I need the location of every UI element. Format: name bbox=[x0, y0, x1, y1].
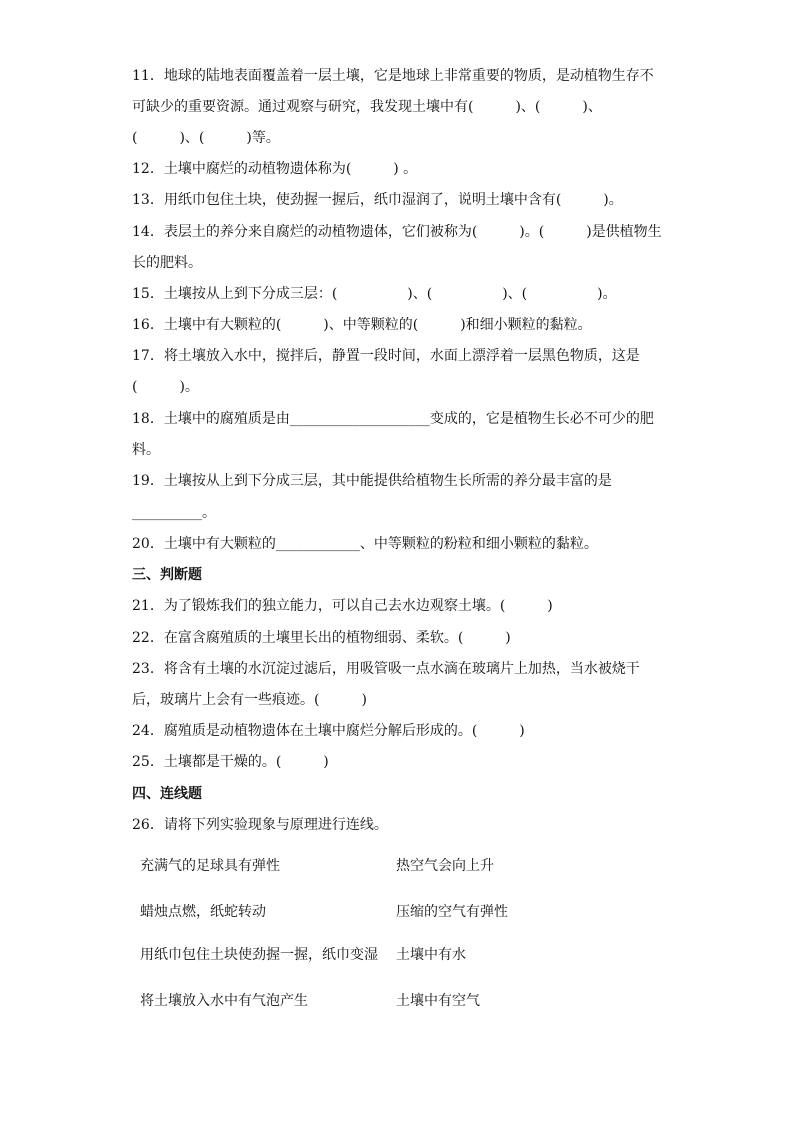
question-11-line-2: 可缺少的重要资源。通过观察与研究，我发现土壤中有( )、( )、 bbox=[132, 99, 602, 115]
question-14-line-2: 长的肥料。 bbox=[132, 255, 202, 271]
question-19-line-1: 19．土壤按从上到下分成三层，其中能提供给植物生长所需的养分最丰富的是 bbox=[132, 473, 612, 489]
question-15: 15．土壤按从上到下分成三层：( )、( )、( )。 bbox=[132, 286, 617, 302]
question-19-line-2: __________。 bbox=[132, 505, 216, 521]
question-26: 26．请将下列实验现象与原理进行连线。 bbox=[132, 817, 388, 833]
section-judgement-heading: 三、判断题 bbox=[132, 567, 202, 583]
match-left-item: 将土壤放入水中有气泡产生 bbox=[140, 993, 308, 1009]
question-18-line-1: 18．土壤中的腐殖质是由____________________变成的，它是植物生长必不可少的肥 bbox=[132, 411, 654, 427]
question-16: 16．土壤中有大颗粒的( )、中等颗粒的( )和细小颗粒的黏粒。 bbox=[132, 317, 592, 333]
question-20: 20．土壤中有大颗粒的____________、中等颗粒的粉粒和细小颗粒的黏粒。 bbox=[132, 536, 598, 552]
question-21: 21．为了锻炼我们的独立能力，可以自己去水边观察土壤。( ) bbox=[132, 598, 553, 614]
match-left-item: 蜡烛点燃，纸蛇转动 bbox=[140, 904, 266, 920]
question-11-line-1: 11．地球的陆地表面覆盖着一层土壤，它是地球上非常重要的物质，是动植物生存不 bbox=[132, 68, 654, 84]
match-right-item: 土壤中有空气 bbox=[396, 993, 480, 1009]
question-12: 12．土壤中腐烂的动植物遗体称为( ) 。 bbox=[132, 161, 418, 177]
question-13: 13．用纸巾包住土块，使劲握一握后，纸巾湿润了，说明土壤中含有( )。 bbox=[132, 192, 623, 208]
match-right-item: 热空气会向上升 bbox=[396, 858, 494, 874]
question-14-line-1: 14．表层土的养分来自腐烂的动植物遗体，它们被称为( )。( )是供植物生 bbox=[132, 224, 662, 240]
match-right-item: 土壤中有水 bbox=[396, 947, 466, 963]
question-22: 22．在富含腐殖质的土壤里长出的植物细弱、柔软。( ) bbox=[132, 630, 511, 646]
question-18-line-2: 料。 bbox=[132, 442, 160, 458]
question-25: 25．土壤都是干燥的。( ) bbox=[132, 754, 329, 770]
question-23-line-1: 23．将含有土壤的水沉淀过滤后，用吸管吸一点水滴在玻璃片上加热，当水被烧干 bbox=[132, 661, 640, 677]
match-left-item: 充满气的足球具有弹性 bbox=[140, 858, 280, 874]
question-17-line-2: ( )。 bbox=[132, 379, 199, 395]
question-23-line-2: 后，玻璃片上会有一些痕迹。( ) bbox=[132, 692, 367, 708]
question-24: 24．腐殖质是动植物遗体在土壤中腐烂分解后形成的。( ) bbox=[132, 723, 525, 739]
question-17-line-1: 17．将土壤放入水中，搅拌后，静置一段时间，水面上漂浮着一层黑色物质，这是 bbox=[132, 348, 640, 364]
question-11-line-3: ( )、( )等。 bbox=[132, 130, 280, 146]
match-right-item: 压缩的空气有弹性 bbox=[396, 904, 508, 920]
match-left-item: 用纸巾包住土块使劲握一握，纸巾变湿 bbox=[140, 947, 378, 963]
section-matching-heading: 四、连线题 bbox=[132, 786, 202, 802]
